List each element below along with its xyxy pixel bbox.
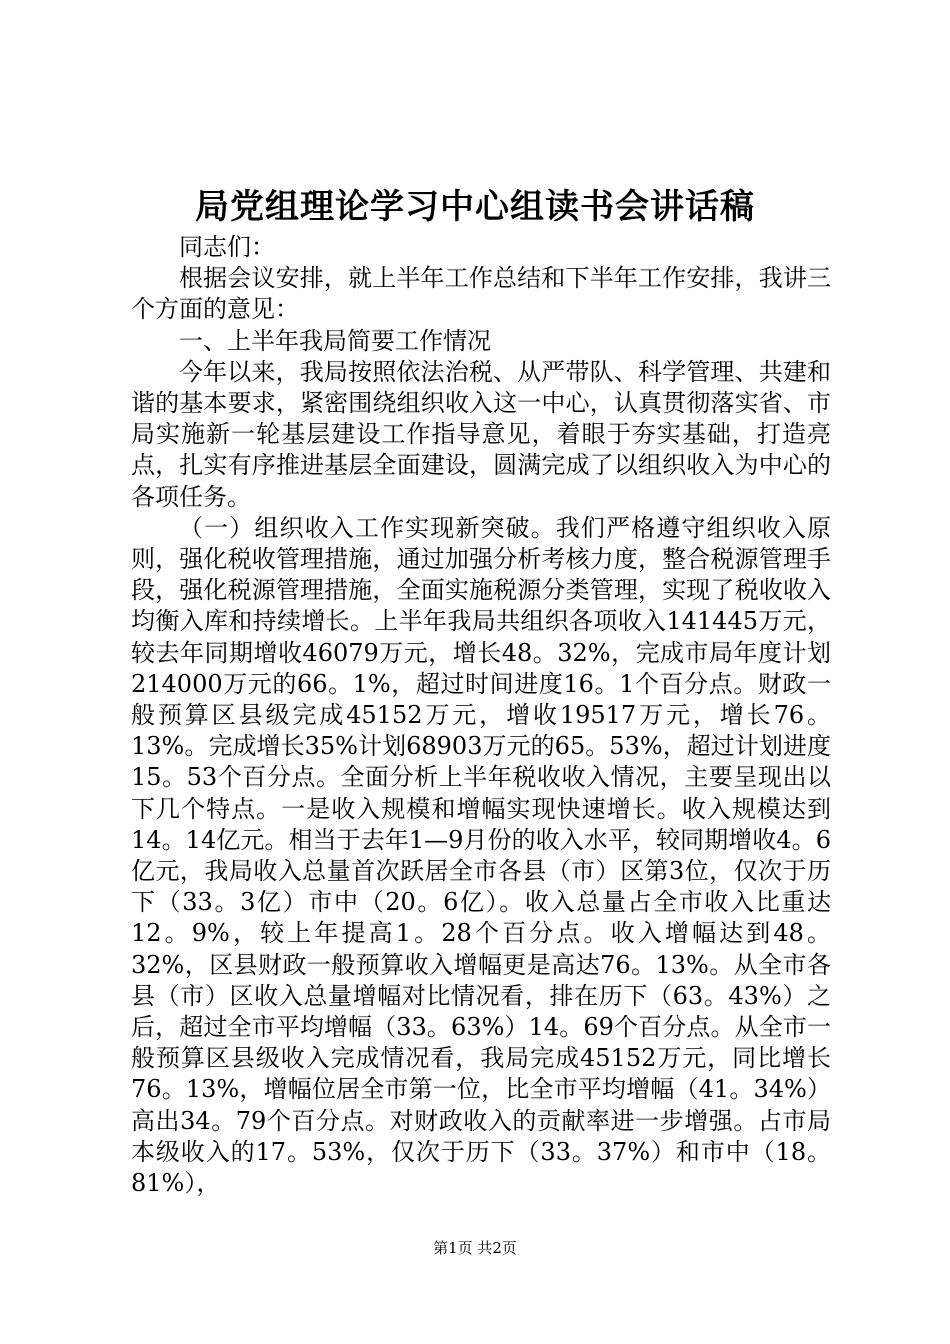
page-number-footer: 第1页 共2页	[433, 1239, 517, 1257]
salutation: 同志们：	[179, 233, 275, 261]
paragraph-revenue: （一）组织收入工作实现新突破。我们严格遵守组织收入原则，强化税收管理措施，通过加强分析考核力度，整合税源管理手段，强化税源管理措施，全面实施税源分类管理，实现了税收收入均衡入库和持续增长。上半年我局共组织各项收入141445万元，较去年同期增收46079万元，增长48。32%，完成市局年度计划214000万元的66。1%，超过时间进度16。1个百分点。财政一般预算区县级完成45152万元，增收19517万元，增长76。13%。完成增长35%计划68903万元的65。53%，超过计划进度15。53个百分点。全面分析上半年税收收入情况，主要呈现出以下几个特点。一是收入规模和增幅实现快速增长。收入规模达到14。14亿元。相当于去年1—9月份的收入水平，较同期增收4。6亿元，我局收入总量首次跃居全市各县（市）区第3位，仅次于历下（33。3亿）市中（20。6亿）。收入总量占全市收入比重达12。9%，较上年提高1。28个百分点。收入增幅达到48。32%，区县财政一般预算收入增幅更是高达76。13%。从全市各县（市）区收入总量增幅对比情况看，排在历下（63。43%）之后，超过全市平均增幅（33。63%）14。69个百分点。从全市一般预算区县级收入完成情况看，我局完成45152万元，同比增长76。13%，增幅位居全市第一位，比全市平均增幅（41。34%）高出34。79个百分点。对财政收入的贡献率进一步增强。占市局本级收入的17。53%，仅次于历下（33。37%）和市中（18。81%），	[131, 513, 831, 1198]
paragraph-overview: 今年以来，我局按照依法治税、从严带队、科学管理、共建和谐的基本要求，紧密围绕组织收入这一中心，认真贯彻落实省、市局实施新一轮基层建设工作指导意见，着眼于夯实基础，打造亮点，扎实有序推进基层全面建设，圆满完成了以组织收入为中心的各项任务。	[131, 357, 831, 511]
document-body	[131, 232, 831, 1199]
document-title: 局党组理论学习中心组读书会讲话稿	[195, 187, 755, 227]
section-heading: 一、上半年我局简要工作情况	[179, 326, 491, 355]
paragraph-intro: 根据会议安排，就上半年工作总结和下半年工作安排，我讲三个方面的意见：	[131, 264, 831, 324]
